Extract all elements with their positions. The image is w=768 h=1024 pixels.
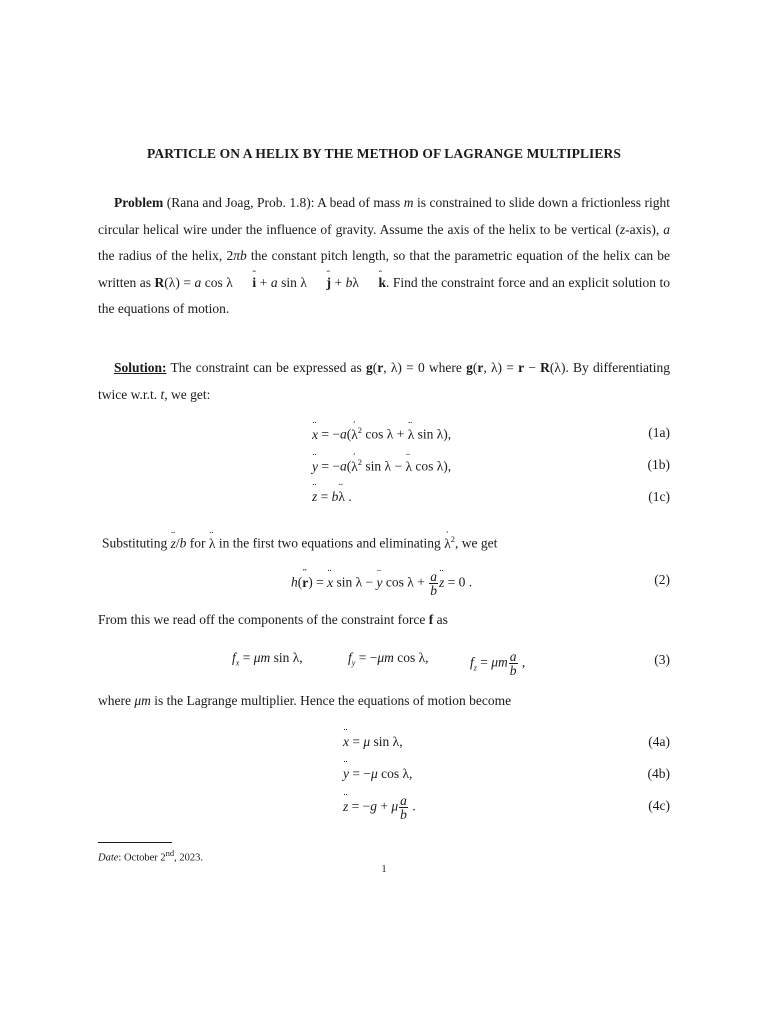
problem-label: Problem (114, 195, 164, 210)
equation-number: (4c) (648, 798, 670, 813)
equation-4c: z ¨ = −g + μ $\frac{a}{b}$ . (4c) (98, 792, 670, 826)
problem-source: (Rana and Joag, Prob. 1.8): (163, 195, 318, 210)
force-paragraph: From this we read off the components of the constraint force f as (98, 612, 448, 627)
footnote-month: : October 2 (118, 852, 166, 864)
equation-number: (1b) (647, 457, 670, 472)
equation-number: (3) (654, 652, 670, 667)
paper-title: PARTICLE ON A HELIX BY THE METHOD OF LAGRANGE MULTIPLIERS (147, 146, 621, 161)
equation-number: (4b) (647, 766, 670, 781)
footnote-rule (98, 842, 172, 843)
equation-2: h(r ¨) = x ¨ sin λ − y ¨ cos λ + $\frac{a}{b}$ z ¨ = 0 . (2) (98, 568, 670, 602)
equation-number: (4a) (648, 734, 670, 749)
equation-1b: y ¨ = −a(λ ˙$^2$ sin λ − λ ¨ cos λ), (1b) (98, 457, 670, 479)
equation-4b: y ¨ = −μ cos λ, (4b) (98, 766, 670, 788)
equation-4a: x ¨ = μ sin λ, (4a) (98, 734, 670, 756)
footnote-suffix: nd (165, 848, 175, 858)
solution-label: Solution: (114, 360, 167, 375)
substitution-paragraph: Substituting z ¨/b for λ ¨ in the first two equations and eliminating λ ˙$^2$, we get (102, 526, 674, 557)
equation-1c: z ¨ = bλ ¨ . (1c) (98, 489, 670, 511)
solution-paragraph: Solution: The constraint can be expressed as g(r, λ) = 0 where g(r, λ) = r − R(λ). By differentiating twice w.r.t. t, we get: (98, 360, 670, 402)
equation-number: (1a) (648, 425, 670, 440)
footnote (98, 848, 203, 864)
multiplier-text: is the Lagrange multiplier. Hence the equations of motion become (150, 693, 512, 708)
substituting-text: Substituting (102, 535, 171, 551)
equation-number: (2) (654, 572, 670, 587)
footnote-year: , 2023. (174, 852, 204, 864)
footnote-label: Date (98, 852, 119, 864)
motion-paragraph: where μm is the Lagrange multiplier. Hence the equations of motion become (98, 693, 512, 708)
problem-paragraph: Problem (Rana and Joag, Prob. 1.8): A bead of mass m is constrained to slide down a frictionless right circular helical wire under the influence of gravity. Assume the axis of the helix to be vertical (z-axis), a the radius of the helix, 2πb the constant pitch length, so that the parametric equation of the helix can be written as R(λ) = a cos λ i ˆ + a sin λ j ˆ + bλ k ˆ. Find the constraint force and an explicit solution to the equations of motion. (98, 190, 670, 323)
equation-3: $f_x = \mu m$ sin λ, $f_y = -\mu m$ cos λ, $f_z = \mu m$ $\frac{a}{b}$ , (3) (232, 649, 670, 678)
read-off-text: From this we read off the components of the constraint force (98, 612, 429, 627)
equation-number: (1c) (648, 489, 670, 504)
page-number: 1 (381, 864, 387, 875)
equation-1a: x ¨ = −a(λ ˙$^2$ cos λ + λ ¨ sin λ), (1a) (98, 425, 670, 447)
